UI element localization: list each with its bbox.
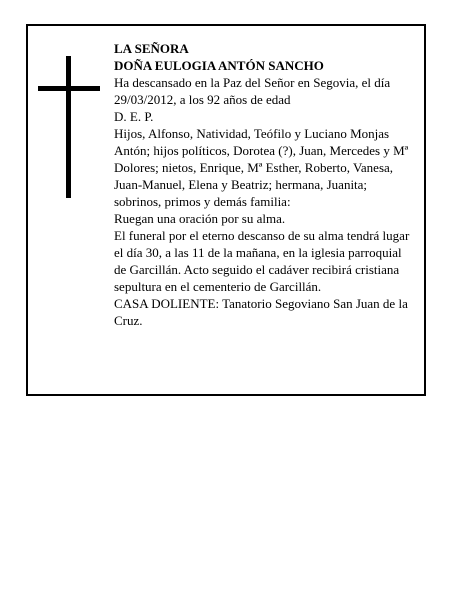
obituary-notice: [26, 24, 426, 396]
prayer-request: Ruegan una oración por su alma.: [114, 211, 286, 226]
deceased-name: DOÑA EULOGIA ANTÓN SANCHO: [114, 58, 324, 73]
passing-announcement: Ha descansado en la Paz del Señor en Segovia, el día 29/03/2012, a los 92 años de edad: [114, 75, 391, 107]
dep-line: D. E. P.: [114, 109, 154, 124]
family-list: Hijos, Alfonso, Natividad, Teófilo y Luciano Monjas Antón; hijos políticos, Dorotea (?), Juan, Mercedes y Mª Dolores; nietos, Enrique, Mª Esther, Roberto, Vanesa, Juan-Manuel, Elena y Beatriz; hermana, Juanita; sobrinos, primos y demás familia:: [114, 126, 409, 209]
notice-text: [114, 40, 414, 329]
notice-heading-title: LA SEÑORA: [114, 41, 189, 56]
mourning-house: CASA DOLIENTE: Tanatorio Segoviano San Juan de la Cruz.: [114, 296, 408, 328]
latin-cross-icon: [38, 56, 100, 198]
cross-horizontal-bar: [38, 86, 100, 91]
cross-vertical-bar: [66, 56, 71, 198]
funeral-details: El funeral por el eterno descanso de su alma tendrá lugar el día 30, a las 11 de la mañana, en la iglesia parroquial de Garcillán. Acto seguido el cadáver recibirá cristiana sepultura en el cementerio de Garcillán.: [114, 228, 410, 294]
